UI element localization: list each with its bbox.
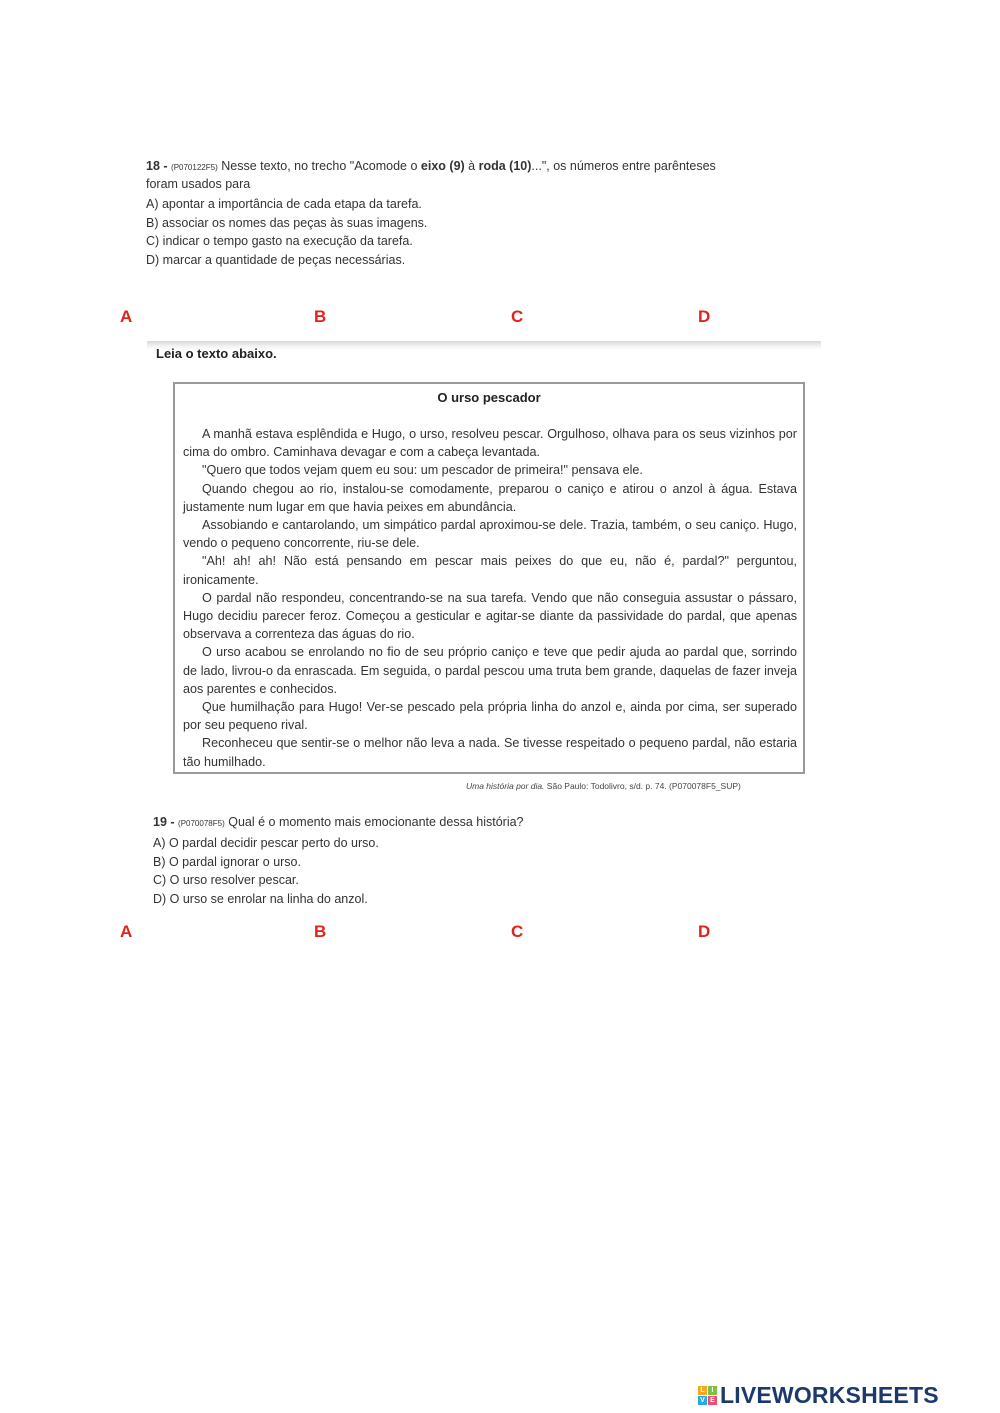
- answer-19-b[interactable]: B: [314, 922, 327, 941]
- question-18-options: [146, 195, 427, 270]
- answer-18-b[interactable]: B: [314, 307, 327, 326]
- story-paragraph: Quando chegou ao rio, instalou-se comodamente, preparou o caniço e atirou o anzol à água. Estava justamente num lugar em que havia peixes em abundância.: [183, 481, 797, 514]
- story-paragraph: Reconheceu que sentir-se o melhor não leva a nada. Se tivesse respeitado o pequeno pardal, não estaria tão humilhado.: [183, 736, 797, 769]
- story-source-title: Uma história por dia.: [466, 781, 545, 791]
- answer-19-d[interactable]: D: [698, 922, 711, 941]
- question-19-option-a: A) O pardal decidir pescar perto do urso.: [153, 836, 379, 850]
- question-18-option-c: C) indicar o tempo gasto na execução da tarefa.: [146, 234, 413, 249]
- answer-19-a[interactable]: A: [120, 922, 133, 941]
- question-18-option-b: B) associar os nomes das peças às suas imagens.: [146, 215, 428, 230]
- question-19-options: [153, 834, 379, 909]
- question-19-number: 19 -: [153, 815, 175, 829]
- story-paragraph: Assobiando e cantarolando, um simpático pardal aproximou-se dele. Trazia, também, o seu caniço. Hugo, vendo o pequeno concorrente, riu-se dele.: [183, 518, 797, 551]
- logo-mark-icon: [698, 1386, 717, 1405]
- story-box: [173, 382, 805, 774]
- story-paragraph: "Ah! ah! ah! Não está pensando em pescar mais peixes do que eu, não é, pardal?" perguntou, ironicamente.: [183, 554, 797, 587]
- story-title: O urso pescador: [437, 390, 541, 405]
- question-18-code: (P070122F5): [171, 163, 218, 172]
- story-paragraph: A manhã estava esplêndida e Hugo, o urso, resolveu pescar. Orgulhoso, olhava para os seus vizinhos por cima do ombro. Caminhava devagar e com a cabeça levantada.: [183, 427, 797, 460]
- question-19-option-c: C) O urso resolver pescar.: [153, 873, 299, 888]
- question-18-number: 18 -: [146, 159, 168, 173]
- question-18-option-a: A) apontar a importância de cada etapa da tarefa.: [146, 197, 422, 211]
- question-19-code: (P070078F5): [178, 819, 225, 828]
- answer-18-a[interactable]: A: [120, 307, 133, 326]
- story-source-details: São Paulo: Todolivro, s/d. p. 74. (P070078F5_SUP): [546, 781, 741, 791]
- question-19-prompt: [153, 813, 524, 833]
- liveworksheets-logo[interactable]: [698, 1381, 939, 1409]
- answer-18-d[interactable]: D: [698, 307, 711, 326]
- question-18-prompt-part-d: ...", os números entre parênteses: [531, 159, 716, 173]
- answer-18-c[interactable]: C: [511, 307, 524, 326]
- logo-mark-tile: V: [698, 1396, 707, 1405]
- story-paragraph: Que humilhação para Hugo! Ver-se pescado pela própria linha do anzol e, ainda por cima, ser superado por seu pequeno rival.: [183, 700, 797, 733]
- question-18-prompt-part-a: Nesse texto, no trecho "Acomode o: [221, 159, 418, 173]
- question-19-option-b: B) O pardal ignorar o urso.: [153, 854, 301, 869]
- question-18-prompt-part-c: à: [468, 159, 476, 173]
- story-body: [183, 425, 797, 771]
- logo-mark-tile: L: [698, 1386, 707, 1395]
- question-18-prompt-line2: foram usados para: [146, 177, 251, 191]
- story-paragraph: O pardal não respondeu, concentrando-se na sua tarefa. Vendo que não conseguia assustar o pássaro, Hugo decidiu parecer feroz. Começou a gesticular e agitar-se diante da passividade do pardal, que apenas observava a correnteza das águas do rio.: [183, 590, 797, 642]
- answer-19-c[interactable]: C: [511, 922, 524, 941]
- question-18-prompt-bold-2: roda (10): [478, 159, 532, 173]
- story-paragraph: O urso acabou se enrolando no fio de seu próprio caniço e teve que pedir ajuda ao pardal que, sorrindo de lado, livrou-o da enrascada. Em seguida, o pardal pescou uma truta bem grande, daquelas de fazer inveja aos parentes e conhecidos.: [183, 645, 797, 696]
- logo-text: LIVEWORKSHEETS: [720, 1381, 939, 1408]
- story-source: [466, 781, 741, 791]
- question-18-prompt-bold-1: eixo (9): [420, 159, 465, 173]
- story-paragraph: "Quero que todos vejam quem eu sou: um pescador de primeira!" pensava ele.: [202, 463, 643, 478]
- logo-mark-tile: I: [708, 1386, 717, 1395]
- question-19-option-d: D) O urso se enrolar na linha do anzol.: [153, 892, 368, 907]
- reading-instruction: Leia o texto abaixo.: [156, 346, 277, 361]
- logo-mark-tile: E: [708, 1396, 717, 1405]
- question-18-prompt: [146, 157, 716, 177]
- question-18-option-d: D) marcar a quantidade de peças necessárias.: [146, 253, 406, 268]
- question-19-prompt-text: Qual é o momento mais emocionante dessa história?: [228, 815, 524, 829]
